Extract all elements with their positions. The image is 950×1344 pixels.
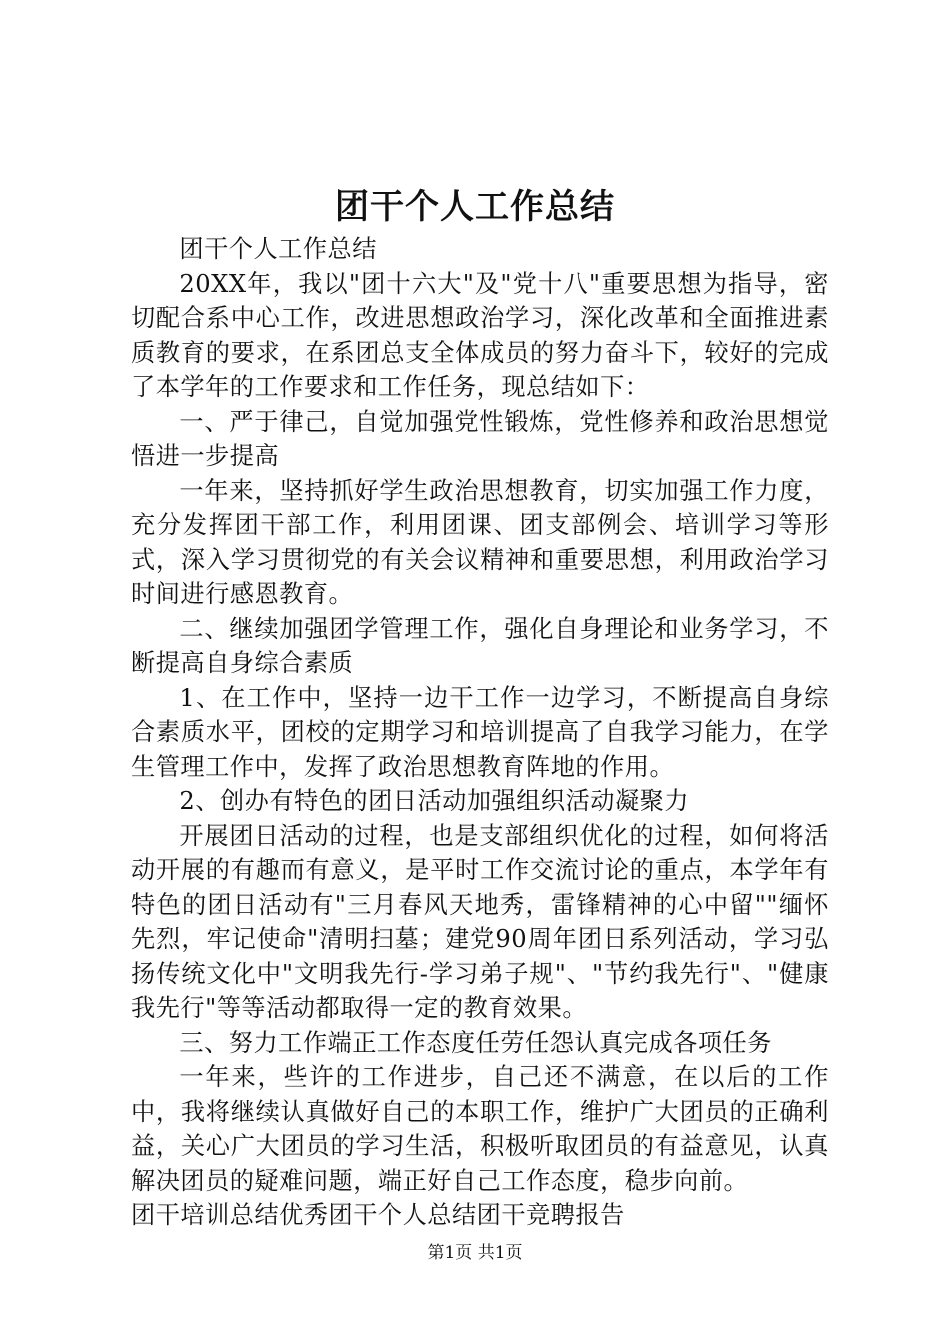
paragraph-section-1: 一年来，坚持抓好学生政治思想教育，切实加强工作力度，充分发挥团干部工作，利用团课、团支部例会、培训学习等形式，深入学习贯彻党的有关会议精神和重要思想，利用政治学习时间进行感恩教育。 <box>131 476 829 608</box>
section-heading-3: 三、努力工作端正工作态度任劳任怨认真完成各项任务 <box>179 1028 772 1057</box>
document-title: 团干个人工作总结 <box>335 187 615 227</box>
paragraph-intro: 20XX年，我以"团十六大"及"党十八"重要思想为指导，密切配合系中心工作，改进思想政治学习，深化改革和全面推进素质教育的要求，在系团总支全体成员的努力奋斗下，较好的完成了本学年的工作要求和工作任务，现总结如下： <box>131 269 829 401</box>
paragraph-item-2-heading: 2、创办有特色的团日活动加强组织活动凝聚力 <box>179 787 690 815</box>
paragraph-subtitle: 团干个人工作总结 <box>179 235 377 263</box>
section-heading-1: 一、严于律己，自觉加强党性锻炼，党性修养和政治思想觉悟进一步提高 <box>131 407 829 470</box>
paragraph-related-links: 团干培训总结优秀团干个人总结团干竞聘报告 <box>131 1201 625 1229</box>
section-heading-2: 二、继续加强团学管理工作，强化自身理论和业务学习，不断提高自身综合素质 <box>131 614 829 677</box>
document-body <box>131 232 829 1233</box>
paragraph-item-1: 1、在工作中，坚持一边干工作一边学习，不断提高自身综合素质水平，团校的定期学习和培训提高了自我学习能力，在学生管理工作中，发挥了政治思想教育阵地的作用。 <box>131 683 829 781</box>
paragraph-item-2: 开展团日活动的过程，也是支部组织优化的过程，如何将活动开展的有趣而有意义，是平时工作交流讨论的重点，本学年有特色的团日活动有"三月春风天地秀，雷锋精神的心中留""缅怀先烈，牢记使命"清明扫墓；建党90周年团日系列活动，学习弘扬传统文化中"文明我先行-学习弟子规"、"节约我先行"、"健康我先行"等等活动都取得一定的教育效果。 <box>131 821 829 1022</box>
paragraph-section-3: 一年来，些许的工作进步，自己还不满意，在以后的工作中，我将继续认真做好自己的本职工作，维护广大团员的正确利益，关心广大团员的学习生活，积极听取团员的有益意见，认真解决团员的疑难问题，端正好自己工作态度，稳步向前。 <box>131 1063 829 1195</box>
page-footer: 第1页 共1页 <box>427 1243 523 1263</box>
